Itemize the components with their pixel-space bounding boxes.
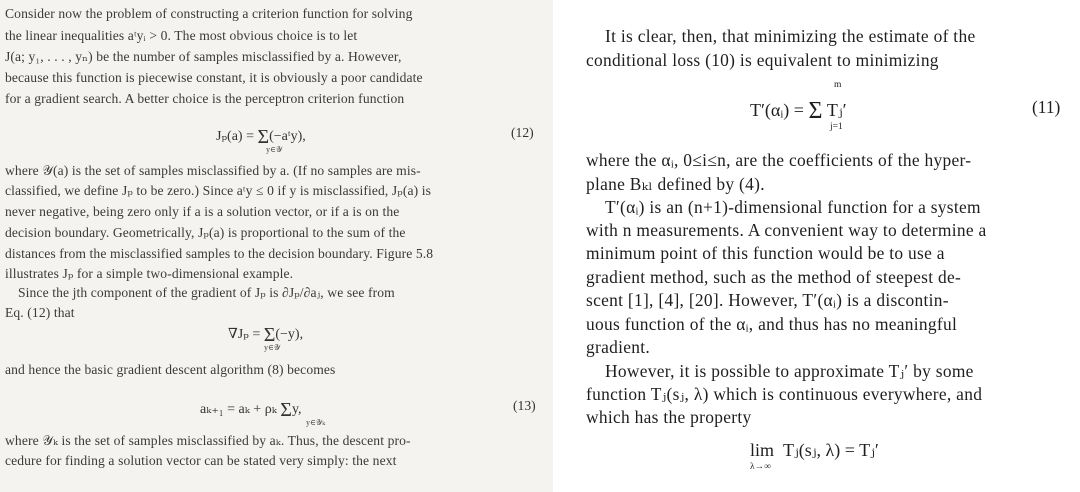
text-line: Eq. (12) that — [5, 305, 75, 320]
equation-subscript: λ→∞ — [750, 462, 771, 472]
equation-body: Tⱼ(sⱼ, λ) = Tⱼ′ — [783, 440, 879, 460]
text-line: gradient. — [586, 337, 651, 357]
text-line: Consider now the problem of constructing a criterion function for solving — [5, 6, 413, 21]
equation-lhs: aₖ₊₁ = aₖ + ρₖ — [200, 402, 281, 417]
equation-12 — [216, 124, 306, 148]
equation-subscript: y∈𝒴ₖ — [306, 418, 326, 427]
equation-body: (−aᵗy), — [269, 129, 306, 144]
text-line: where 𝒴ₖ is the set of samples misclassified by aₖ. Thus, the descent pro- — [5, 433, 411, 448]
text-line: which has the property — [586, 407, 752, 427]
equation-13 — [200, 397, 302, 421]
equation-subscript: y∈𝒴 — [266, 145, 283, 154]
text-line: and hence the basic gradient descent algorithm (8) becomes — [5, 362, 336, 377]
text-line: illustrates Jₚ for a simple two-dimensional example. — [5, 266, 294, 281]
text-line: decision boundary. Geometrically, Jₚ(a) is proportional to the sum of the — [5, 225, 406, 240]
text-line: It is clear, then, that minimizing the estimate of the — [605, 26, 976, 46]
equation-lhs: Jₚ(a) = — [216, 129, 258, 144]
limit-operator: lim — [750, 440, 775, 460]
equation-body: (−y), — [275, 327, 304, 342]
text-line: minimum point of this function would be to use a — [586, 243, 945, 263]
text-line: never negative, being zero only if a is a solution vector, or if a is on the — [5, 204, 400, 219]
text-line: uous function of the αᵢ, and thus has no meaningful — [586, 314, 958, 334]
text-line: classified, we define Jₚ to be zero.) Since aᵗy ≤ 0 if y is misclassified, Jₚ(a) is — [5, 183, 431, 198]
text-line: cedure for finding a solution vector can be stated very simply: the next — [5, 453, 397, 468]
text-line: function Tⱼ(sⱼ, λ) which is continuous everywhere, and — [586, 384, 983, 404]
equation-lhs: ∇Jₚ = — [228, 327, 264, 342]
text-line: with n measurements. A convenient way to determine a — [586, 220, 987, 240]
equation-superscript: m — [834, 80, 842, 90]
sigma-symbol: Σ — [808, 98, 823, 124]
text-line: T′(αᵢ) is an (n+1)-dimensional function for a system — [605, 197, 981, 217]
text-line: conditional loss (10) is equivalent to minimizing — [586, 50, 939, 70]
equation-11 — [750, 96, 847, 123]
text-line: plane Bₖₗ defined by (4). — [586, 174, 765, 194]
limit-equation — [750, 440, 879, 461]
sigma-symbol: Σ — [257, 126, 270, 148]
text-line: gradient method, such as the method of steepest de- — [586, 267, 962, 287]
equation-subscript: y∈𝒴 — [264, 343, 281, 352]
sigma-symbol: Σ — [263, 324, 276, 346]
equation-lhs: T′(αᵢ) = — [750, 100, 809, 120]
text-line: Since the jth component of the gradient of Jₚ is ∂Jₚ/∂aⱼ, we see from — [18, 285, 395, 300]
right-page-column — [567, 0, 1080, 492]
text-line: where the αᵢ, 0≤i≤n, are the coefficients of the hyper- — [586, 150, 972, 170]
equation-number: (12) — [511, 125, 534, 140]
text-line: scent [1], [4], [20]. However, T′(αᵢ) is a discontin- — [586, 290, 949, 310]
equation-body: y, — [291, 402, 302, 417]
text-line: for a gradient search. A better choice is the perceptron criterion function — [5, 91, 405, 106]
text-line: However, it is possible to approximate Tⱼ′ by some — [605, 361, 974, 381]
gradient-equation — [228, 322, 304, 346]
sigma-symbol: Σ — [280, 399, 292, 421]
text-line: J(a; y₁, . . . , yₙ) be the number of samples misclassified by a. However, — [5, 49, 402, 64]
text-line: distances from the misclassified samples to the decision boundary. Figure 5.8 — [5, 246, 434, 261]
equation-body: Tⱼ′ — [826, 100, 847, 120]
equation-number: (13) — [513, 398, 536, 413]
text-line: the linear inequalities aᵗyᵢ > 0. The most obvious choice is to let — [5, 28, 358, 43]
equation-number: (11) — [1032, 97, 1061, 117]
text-line: where 𝒴(a) is the set of samples misclassified by a. (If no samples are mis- — [5, 163, 421, 178]
text-line: because this function is piecewise constant, it is obviously a poor candidate — [5, 70, 423, 85]
equation-subscript: j=1 — [830, 122, 843, 132]
